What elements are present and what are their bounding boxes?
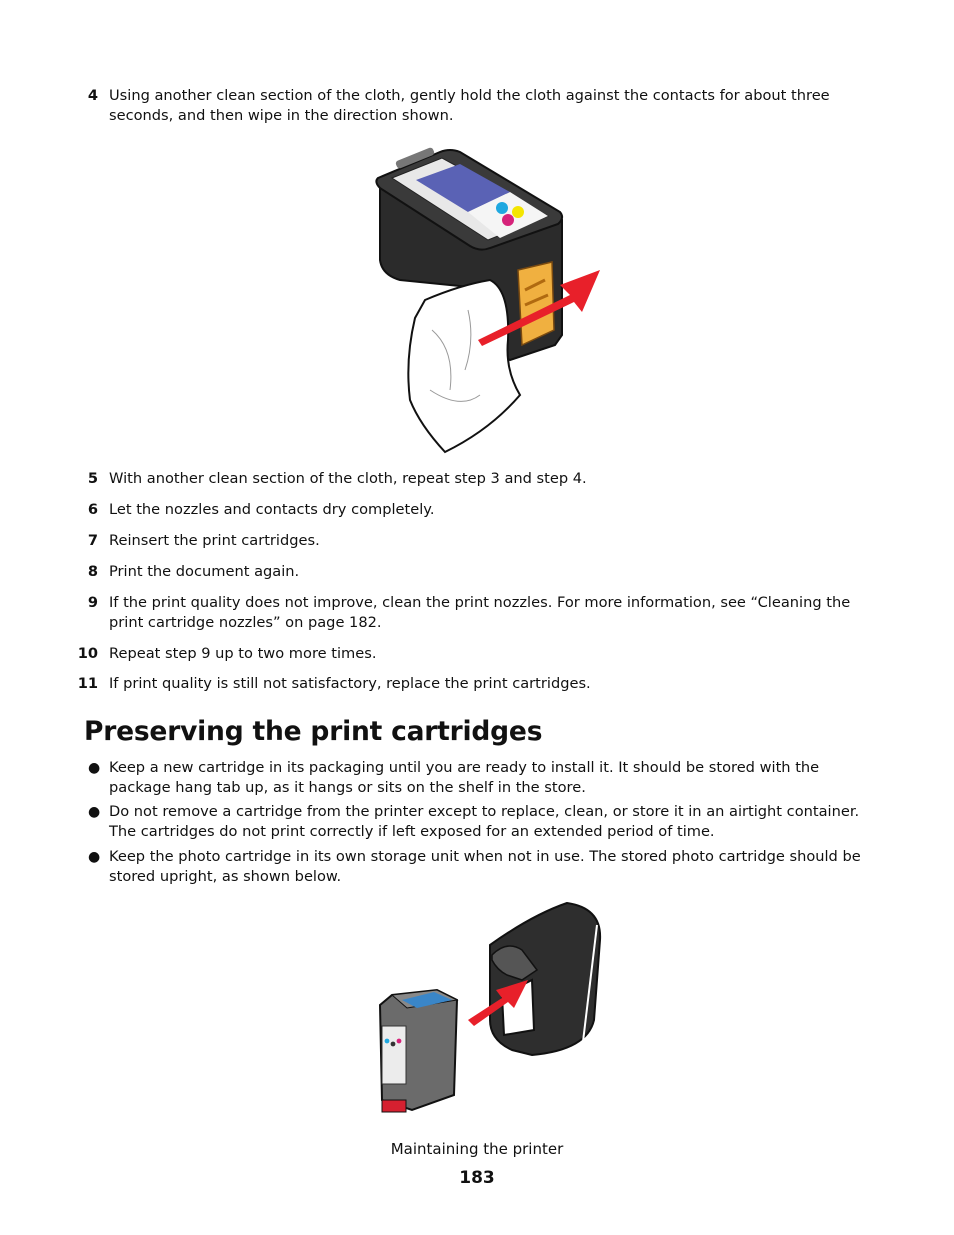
step-text: Print the document again. — [109, 563, 300, 580]
step-number: 6 — [87, 501, 98, 518]
step-text: If the print quality does not improve, clean the print nozzles. For more information, see “Cleaning the print cartridge nozzles” on page 182. — [109, 594, 851, 631]
step-number: 9 — [87, 594, 98, 611]
cloth — [408, 280, 520, 452]
magenta-dot-icon — [502, 214, 514, 226]
cyan-dot-icon — [496, 202, 508, 214]
bullet-icon: ● — [88, 849, 101, 865]
step-text: Using another clean section of the cloth, gently hold the cloth against the contacts for about three seconds, and then wipe in the direction shown. — [109, 87, 830, 124]
step-number: 10 — [77, 645, 98, 662]
step-number: 8 — [87, 563, 98, 580]
bullet-text: Keep a new cartridge in its packaging until you are ready to install it. It should be stored with the package hang tab up, as it hangs or sits on the shelf in the store. — [109, 759, 820, 796]
step-text: Let the nozzles and contacts dry completely. — [109, 501, 435, 518]
page-number: 183 — [459, 1168, 495, 1188]
step-text: If print quality is still not satisfactory, replace the print cartridges. — [109, 675, 591, 692]
step-text: With another clean section of the cloth, repeat step 3 and step 4. — [109, 470, 587, 487]
yellow-dot-icon — [512, 206, 524, 218]
step-text: Reinsert the print cartridges. — [109, 532, 320, 549]
step-text: Repeat step 9 up to two more times. — [109, 645, 377, 662]
bullet-icon: ● — [88, 804, 101, 820]
step-number: 4 — [87, 87, 98, 104]
storage-unit-illustration — [372, 900, 608, 1120]
section-heading: Preserving the print cartridges — [84, 716, 543, 747]
contacts — [518, 262, 554, 345]
step-number: 5 — [87, 470, 98, 487]
bullet-icon: ● — [88, 760, 101, 776]
step-number: 11 — [77, 675, 98, 692]
footer-title: Maintaining the printer — [390, 1140, 564, 1158]
bullet-text: Keep the photo cartridge in its own storage unit when not in use. The stored photo cartridge should be stored upright, as shown below. — [109, 848, 861, 885]
wipe-contacts-illustration — [370, 140, 610, 455]
bullet-text: Do not remove a cartridge from the printer except to replace, clean, or store it in an airtight container. The cartridges do not print correctly if left exposed for an extended period of time. — [109, 803, 860, 840]
step-number: 7 — [87, 532, 98, 549]
